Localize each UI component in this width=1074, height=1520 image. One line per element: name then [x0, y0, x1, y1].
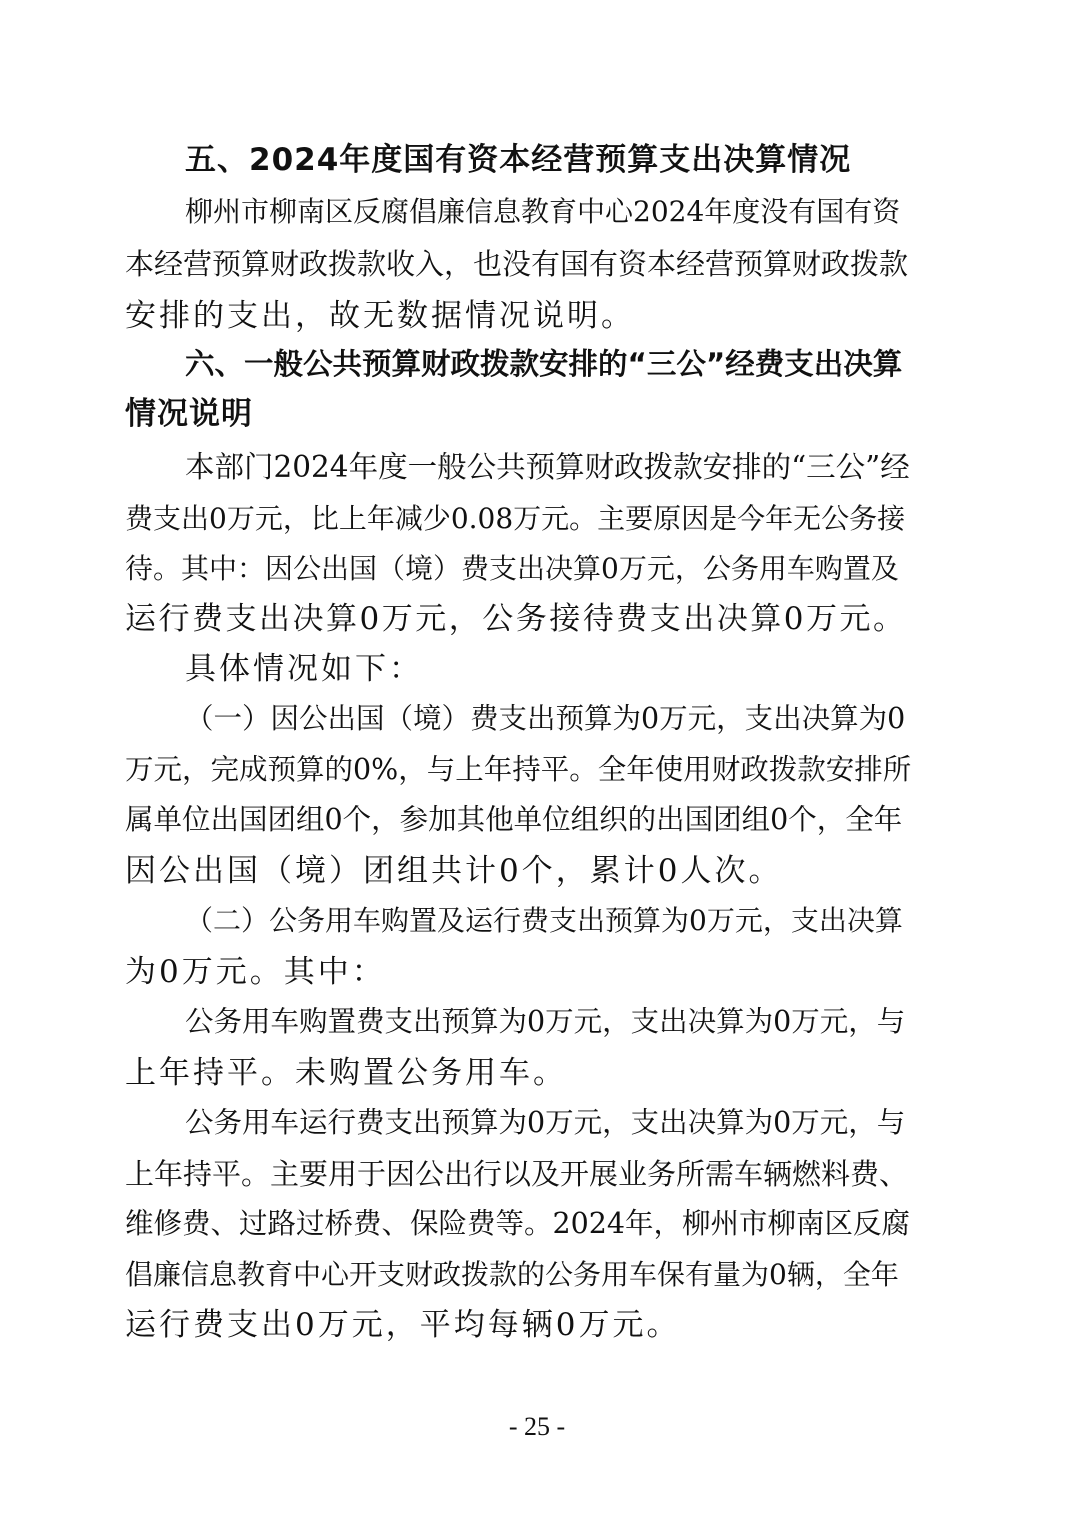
page-number: - 25 - [508, 1412, 566, 1441]
paragraph-line: （二）公务用车购置及运行费支出预算为0万元，支出决算 [185, 904, 903, 937]
paragraph-line: 属单位出国团组0个，参加其他单位组织的出国团组0个，全年 [125, 803, 903, 836]
paragraph-line: 待。其中：因公出国（境）费支出决算0万元，公务用车购置及 [125, 552, 899, 585]
paragraph-line: 运行费支出0万元，平均每辆0万元。 [125, 1307, 681, 1343]
paragraph-line: 柳州市柳南区反腐倡廉信息教育中心2024年度没有国有资 [185, 195, 901, 228]
paragraph-line: 安排的支出，故无数据情况说明。 [125, 298, 635, 334]
paragraph-line: 因公出国（境）团组共计0个，累计0人次。 [125, 853, 783, 889]
section-heading-6-continued: 情况说明 [125, 396, 253, 432]
paragraph-line: 公务用车购置费支出预算为0万元，支出决算为0万元，与 [185, 1005, 906, 1038]
paragraph-line: 本部门2024年度一般公共预算财政拨款安排的“三公”经 [185, 450, 910, 484]
section-heading-6: 六、一般公共预算财政拨款安排的“三公”经费支出决算 [185, 347, 903, 381]
paragraph-line: 倡廉信息教育中心开支财政拨款的公务用车保有量为0辆，全年 [125, 1258, 899, 1291]
section-heading-5: 五、2024年度国有资本经营预算支出决算情况 [185, 142, 852, 178]
paragraph-line: 维修费、过路过桥费、保险费等。2024年，柳州市柳南区反腐 [125, 1207, 911, 1240]
paragraph-line: 费支出0万元，比上年减少0.08万元。主要原因是今年无公务接 [125, 502, 906, 535]
paragraph-line: 为0万元。其中： [125, 954, 386, 990]
paragraph-line: 上年持平。未购置公务用车。 [125, 1055, 567, 1091]
paragraph-line: （一）因公出国（境）费支出预算为0万元，支出决算为0 [185, 702, 906, 735]
paragraph-line: 具体情况如下： [185, 651, 423, 687]
paragraph-line: 运行费支出决算0万元，公务接待费支出决算0万元。 [125, 601, 907, 637]
paragraph-line: 上年持平。主要用于因公出行以及开展业务所需车辆燃料费、 [125, 1157, 909, 1191]
paragraph-line: 万元，完成预算的0%，与上年持平。全年使用财政拨款安排所 [125, 753, 912, 786]
paragraph-line: 公务用车运行费支出预算为0万元，支出决算为0万元，与 [185, 1106, 906, 1139]
paragraph-line: 本经营预算财政拨款收入，也没有国有资本经营预算财政拨款 [125, 247, 909, 281]
